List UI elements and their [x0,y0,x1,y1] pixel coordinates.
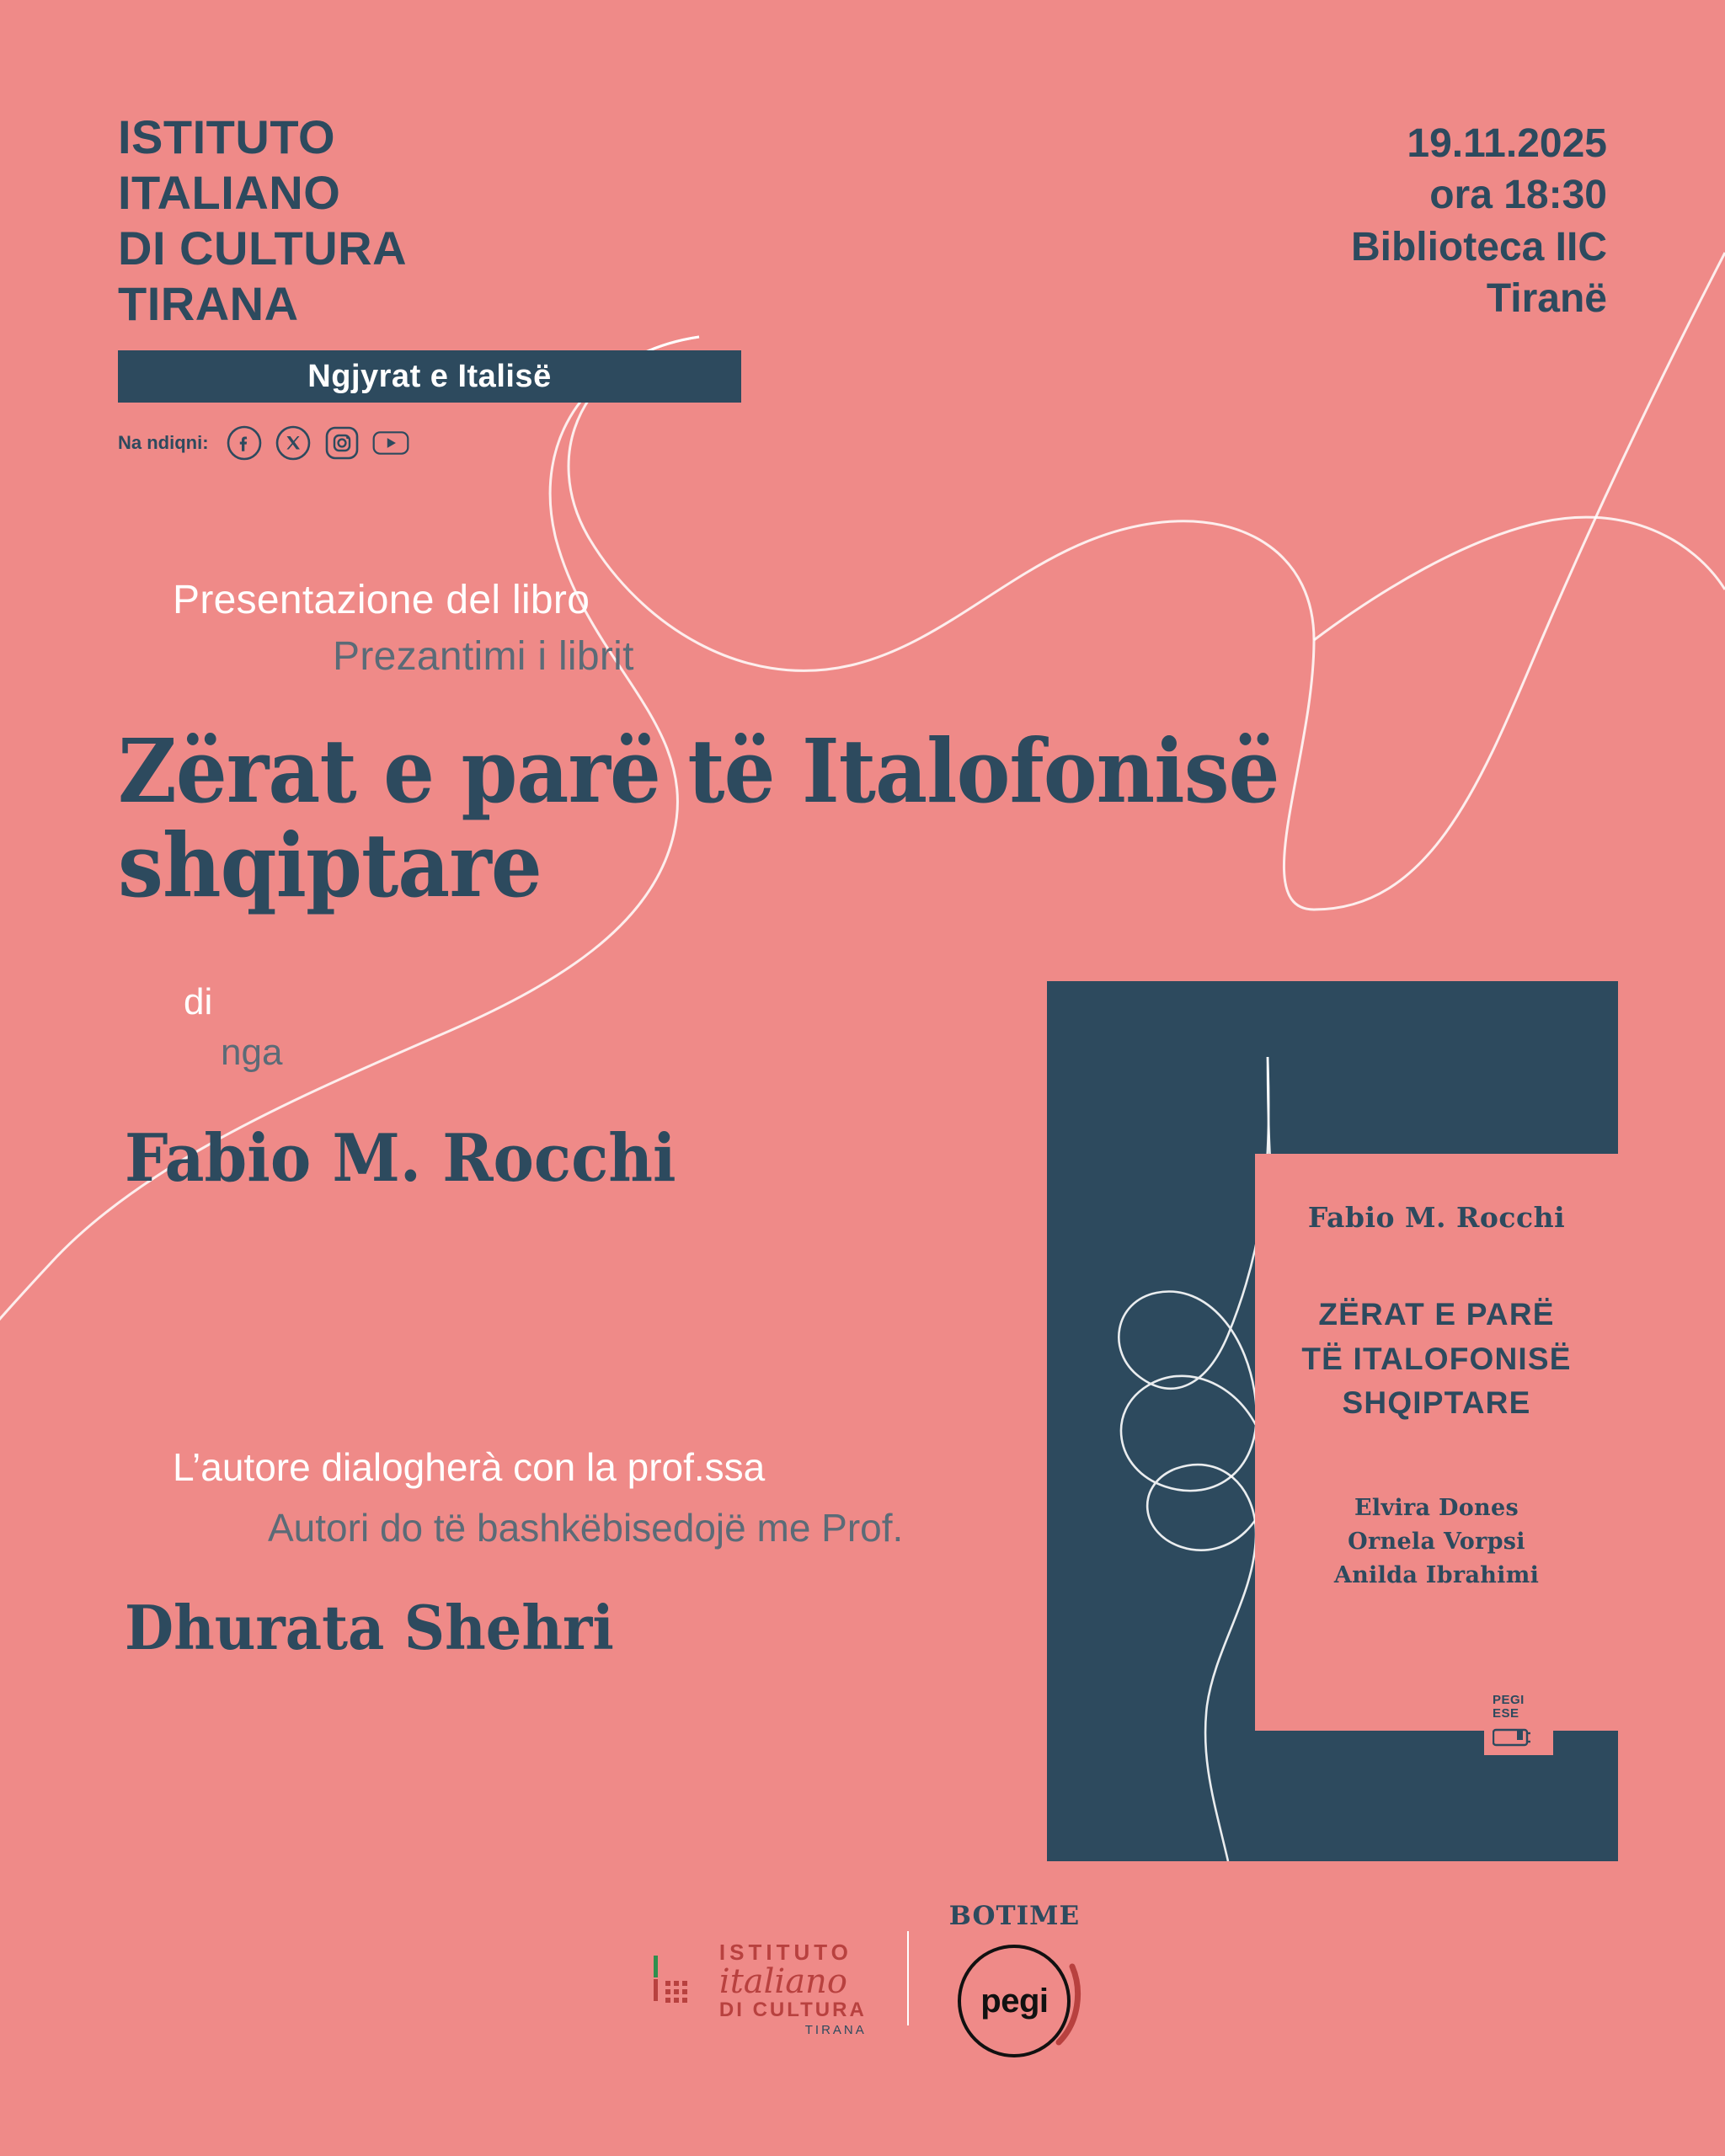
x-twitter-icon[interactable] [275,424,312,462]
event-venue: Biblioteca IIC [1350,224,1607,270]
cover-publisher-line-2: ESE [1493,1705,1519,1721]
institute-name-line-3: DI CULTURA [118,221,408,275]
cover-contributor-3: Anilda Ibrahimi [1333,1561,1540,1588]
footer [0,1891,1725,2057]
intro-block [173,577,634,680]
cover-contributors [1280,1492,1593,1593]
cover-title [1280,1293,1593,1426]
institute-header [118,109,792,462]
cover-text-panel [1255,1154,1618,1731]
iic-logo-line-1: ISTITUTO [718,1940,852,1965]
event-time: ora 18:30 [1429,173,1607,218]
cover-title-line-3: SHQIPTARE [1342,1385,1531,1421]
cover-publisher-line-1: PEGI [1493,1693,1525,1707]
by-label-italian: di [184,981,213,1022]
book-mark-icon [1493,1726,1531,1748]
cover-contributor-1: Elvira Dones [1354,1494,1519,1521]
cover-publisher-mark [1484,1686,1553,1755]
youtube-icon[interactable] [372,424,409,462]
dialogue-albanian: Autori do të bashkëbisedojë me Prof. [268,1506,904,1550]
cover-title-line-2: TË ITALOFONISË [1301,1341,1572,1376]
event-details [1351,118,1607,325]
follow-row [118,424,792,462]
facebook-icon[interactable] [226,424,263,462]
iic-logo-line-2: italiano [718,1962,847,2001]
publisher-label: BOTIME [948,1901,1081,1931]
professor-name: Dhurata Shehri [125,1592,614,1663]
pegi-logo [958,1945,1071,2057]
tagline-text: Ngjyrat e Italisë [307,358,552,394]
author-name: Fabio M. Rocchi [125,1120,676,1197]
institute-name-line-4: TIRANA [118,277,299,331]
book-title: Zërat e parë të Italofonisë shqiptare [118,719,1279,918]
institute-name-line-1: ISTITUTO [118,110,336,163]
institute-name-line-2: ITALIANO [118,166,341,220]
intro-italian: Presentazione del libro [173,578,590,622]
follow-label: Na ndiqni: [118,432,209,454]
iic-logo-wordmark [719,1941,867,2036]
publisher-block [949,1901,1080,2057]
cover-title-line-1: ZËRAT E PARË [1318,1297,1555,1331]
iic-logo-mark-icon [645,1951,708,2028]
instagram-icon[interactable] [323,424,360,462]
tagline-bar [118,350,741,403]
footer-divider [907,1931,909,2025]
iic-logo-line-4: TIRANA [804,2023,867,2037]
cover-contributor-2: Ornela Vorpsi [1348,1528,1525,1555]
dialogue-italian: L’autore dialogherà con la prof.ssa [173,1445,766,1489]
event-city: Tiranë [1486,276,1607,322]
cover-author-name: Fabio M. Rocchi [1307,1201,1566,1234]
publisher-name: pegi [980,1982,1049,2020]
iic-logo-line-3: DI CULTURA [718,1999,867,2021]
by-label-albanian: nga [221,1032,283,1073]
institute-name [118,109,792,332]
event-date: 19.11.2025 [1407,121,1607,166]
intro-albanian: Prezantimi i librit [333,634,634,679]
iic-footer-logo [645,1941,867,2036]
